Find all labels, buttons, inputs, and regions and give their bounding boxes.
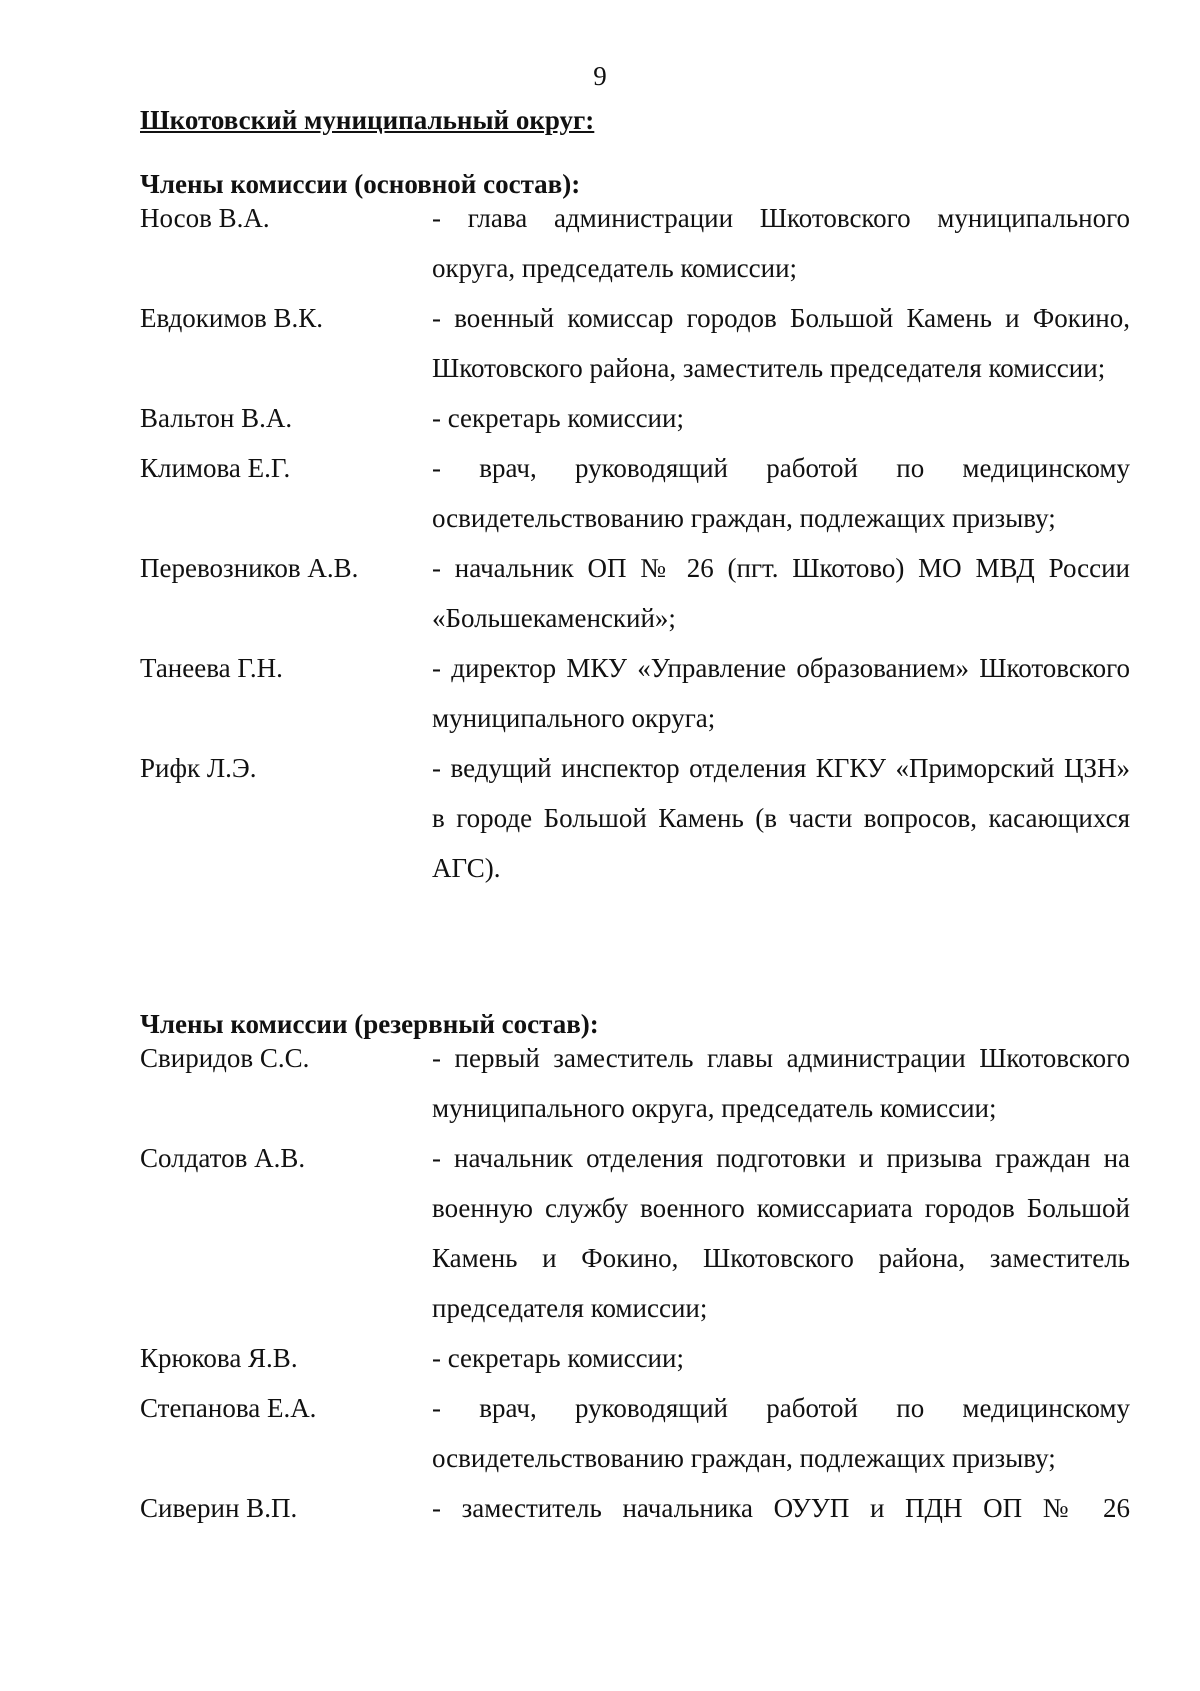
member-role: - директор МКУ «Управление образованием» Шкотовского муниципального округа; xyxy=(432,653,1130,733)
member-role: - врач, руководящий работой по медицинскому освидетельствованию граждан, подлежащих призыву; xyxy=(432,453,1130,533)
member-row xyxy=(140,1133,1130,1333)
member-name: Крюкова Я.В. xyxy=(140,1343,298,1373)
member-name: Перевозников А.В. xyxy=(140,553,359,583)
page-number: 9 xyxy=(593,61,607,91)
member-row xyxy=(140,193,1130,293)
member-row xyxy=(140,443,1130,543)
main-member-list xyxy=(140,193,1130,893)
district-heading: Шкотовский муниципальный округ: xyxy=(140,105,595,135)
member-name: Танеева Г.Н. xyxy=(140,653,283,683)
member-role: - военный комиссар городов Большой Камень и Фокино, Шкотовского района, заместитель председателя комиссии; xyxy=(432,303,1130,383)
member-name: Сиверин В.П. xyxy=(140,1493,298,1523)
member-role: - глава администрации Шкотовского муниципального округа, председатель комиссии; xyxy=(432,203,1130,283)
member-role: - первый заместитель главы администрации Шкотовского муниципального округа, председатель комиссии; xyxy=(432,1043,1130,1123)
member-role: - врач, руководящий работой по медицинскому освидетельствованию граждан, подлежащих призыву; xyxy=(432,1393,1130,1473)
member-name: Свиридов С.С. xyxy=(140,1043,310,1073)
member-name: Степанова Е.А. xyxy=(140,1393,317,1423)
member-row xyxy=(140,1483,1130,1533)
member-name: Климова Е.Г. xyxy=(140,453,291,483)
member-row xyxy=(140,743,1130,893)
member-name: Солдатов А.В. xyxy=(140,1143,306,1173)
member-row xyxy=(140,1033,1130,1133)
member-role: - секретарь комиссии; xyxy=(432,403,684,433)
member-name: Евдокимов В.К. xyxy=(140,303,323,333)
member-role: - заместитель начальника ОУУП и ПДН ОП № 26 xyxy=(432,1493,1130,1523)
member-role: - секретарь комиссии; xyxy=(432,1343,684,1373)
reserve-member-list xyxy=(140,1033,1130,1533)
member-row xyxy=(140,643,1130,743)
member-name: Носов В.А. xyxy=(140,203,270,233)
member-name: Вальтон В.А. xyxy=(140,403,293,433)
reserve-section-title: Члены комиссии (резервный состав): xyxy=(140,1009,599,1039)
member-row xyxy=(140,1333,1130,1383)
member-name: Рифк Л.Э. xyxy=(140,753,257,783)
member-row xyxy=(140,393,1130,443)
member-row xyxy=(140,543,1130,643)
member-row xyxy=(140,293,1130,393)
member-role: - начальник отделения подготовки и призыва граждан на военную службу военного комиссариата городов Большой Камень и Фокино, Шкотовского района, заместитель председателя комиссии; xyxy=(432,1143,1130,1323)
main-section-title: Члены комиссии (основной состав): xyxy=(140,169,581,199)
member-row xyxy=(140,1383,1130,1483)
member-role: - ведущий инспектор отделения КГКУ «Приморский ЦЗН» в городе Большой Камень (в части вопросов, касающихся АГС). xyxy=(432,753,1130,883)
member-role: - начальник ОП № 26 (пгт. Шкотово) МО МВД России «Большекаменский»; xyxy=(432,553,1130,633)
